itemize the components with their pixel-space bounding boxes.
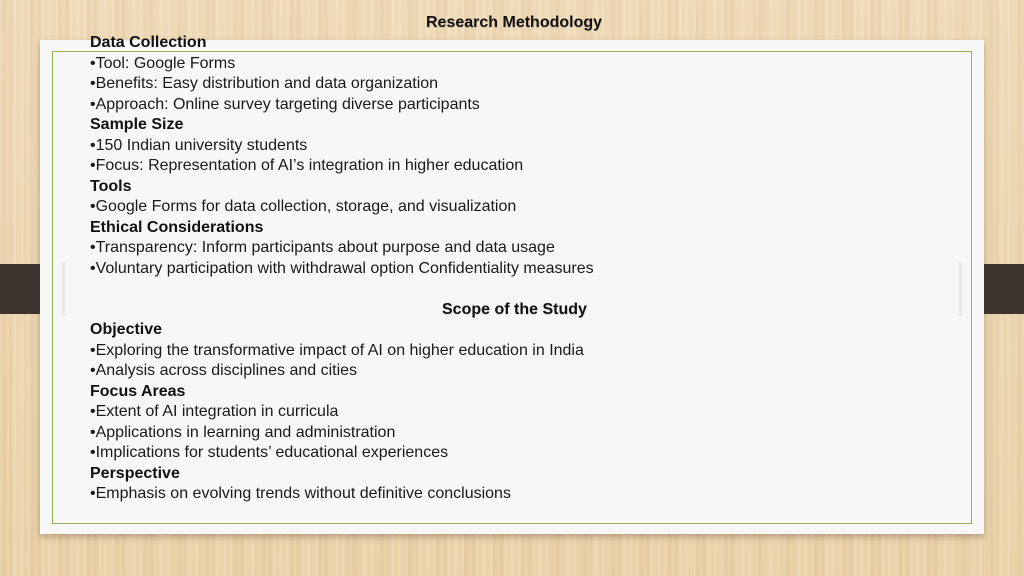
sample-size-heading: Sample Size: [90, 116, 184, 133]
right-tab-edge: [959, 262, 962, 316]
methodology-content: [90, 33, 594, 279]
bullet-voluntary: •Voluntary participation with withdrawal option Confidentiality measures: [90, 259, 594, 277]
bullet-approach: •Approach: Online survey targeting diverse participants: [90, 95, 480, 113]
bullet-applications: •Applications in learning and administration: [90, 423, 396, 441]
research-methodology-title: Research Methodology: [426, 14, 603, 31]
bullet-tool: •Tool: Google Forms: [90, 54, 236, 72]
bullet-transparency: •Transparency: Inform participants about purpose and data usage: [90, 239, 555, 256]
scope-content: [90, 320, 584, 505]
scope-of-study-title: Scope of the Study: [442, 301, 587, 318]
bullet-emphasis: •Emphasis on evolving trends without definitive conclusions: [90, 485, 511, 502]
focus-areas-heading: Focus Areas: [90, 382, 186, 400]
tools-heading: Tools: [90, 177, 132, 195]
bullet-exploring: •Exploring the transformative impact of AI on higher education in India: [90, 341, 584, 359]
ethical-considerations-heading: Ethical Considerations: [90, 218, 264, 236]
bullet-implications: •Implications for students’ educational experiences: [90, 444, 449, 461]
bullet-benefits: •Benefits: Easy distribution and data organization: [90, 75, 439, 92]
perspective-heading: Perspective: [90, 464, 180, 482]
bullet-analysis: •Analysis across disciplines and cities: [90, 362, 358, 379]
bullet-extent: •Extent of AI integration in curricula: [90, 403, 339, 420]
bullet-google-forms: •Google Forms for data collection, storage, and visualization: [90, 198, 517, 215]
bullet-focus: •Focus: Representation of AI’s integration in higher education: [90, 157, 524, 174]
data-collection-heading: Data Collection: [90, 34, 207, 51]
objective-heading: Objective: [90, 321, 163, 338]
bullet-students: •150 Indian university students: [90, 136, 308, 154]
left-tab-edge: [62, 262, 65, 316]
